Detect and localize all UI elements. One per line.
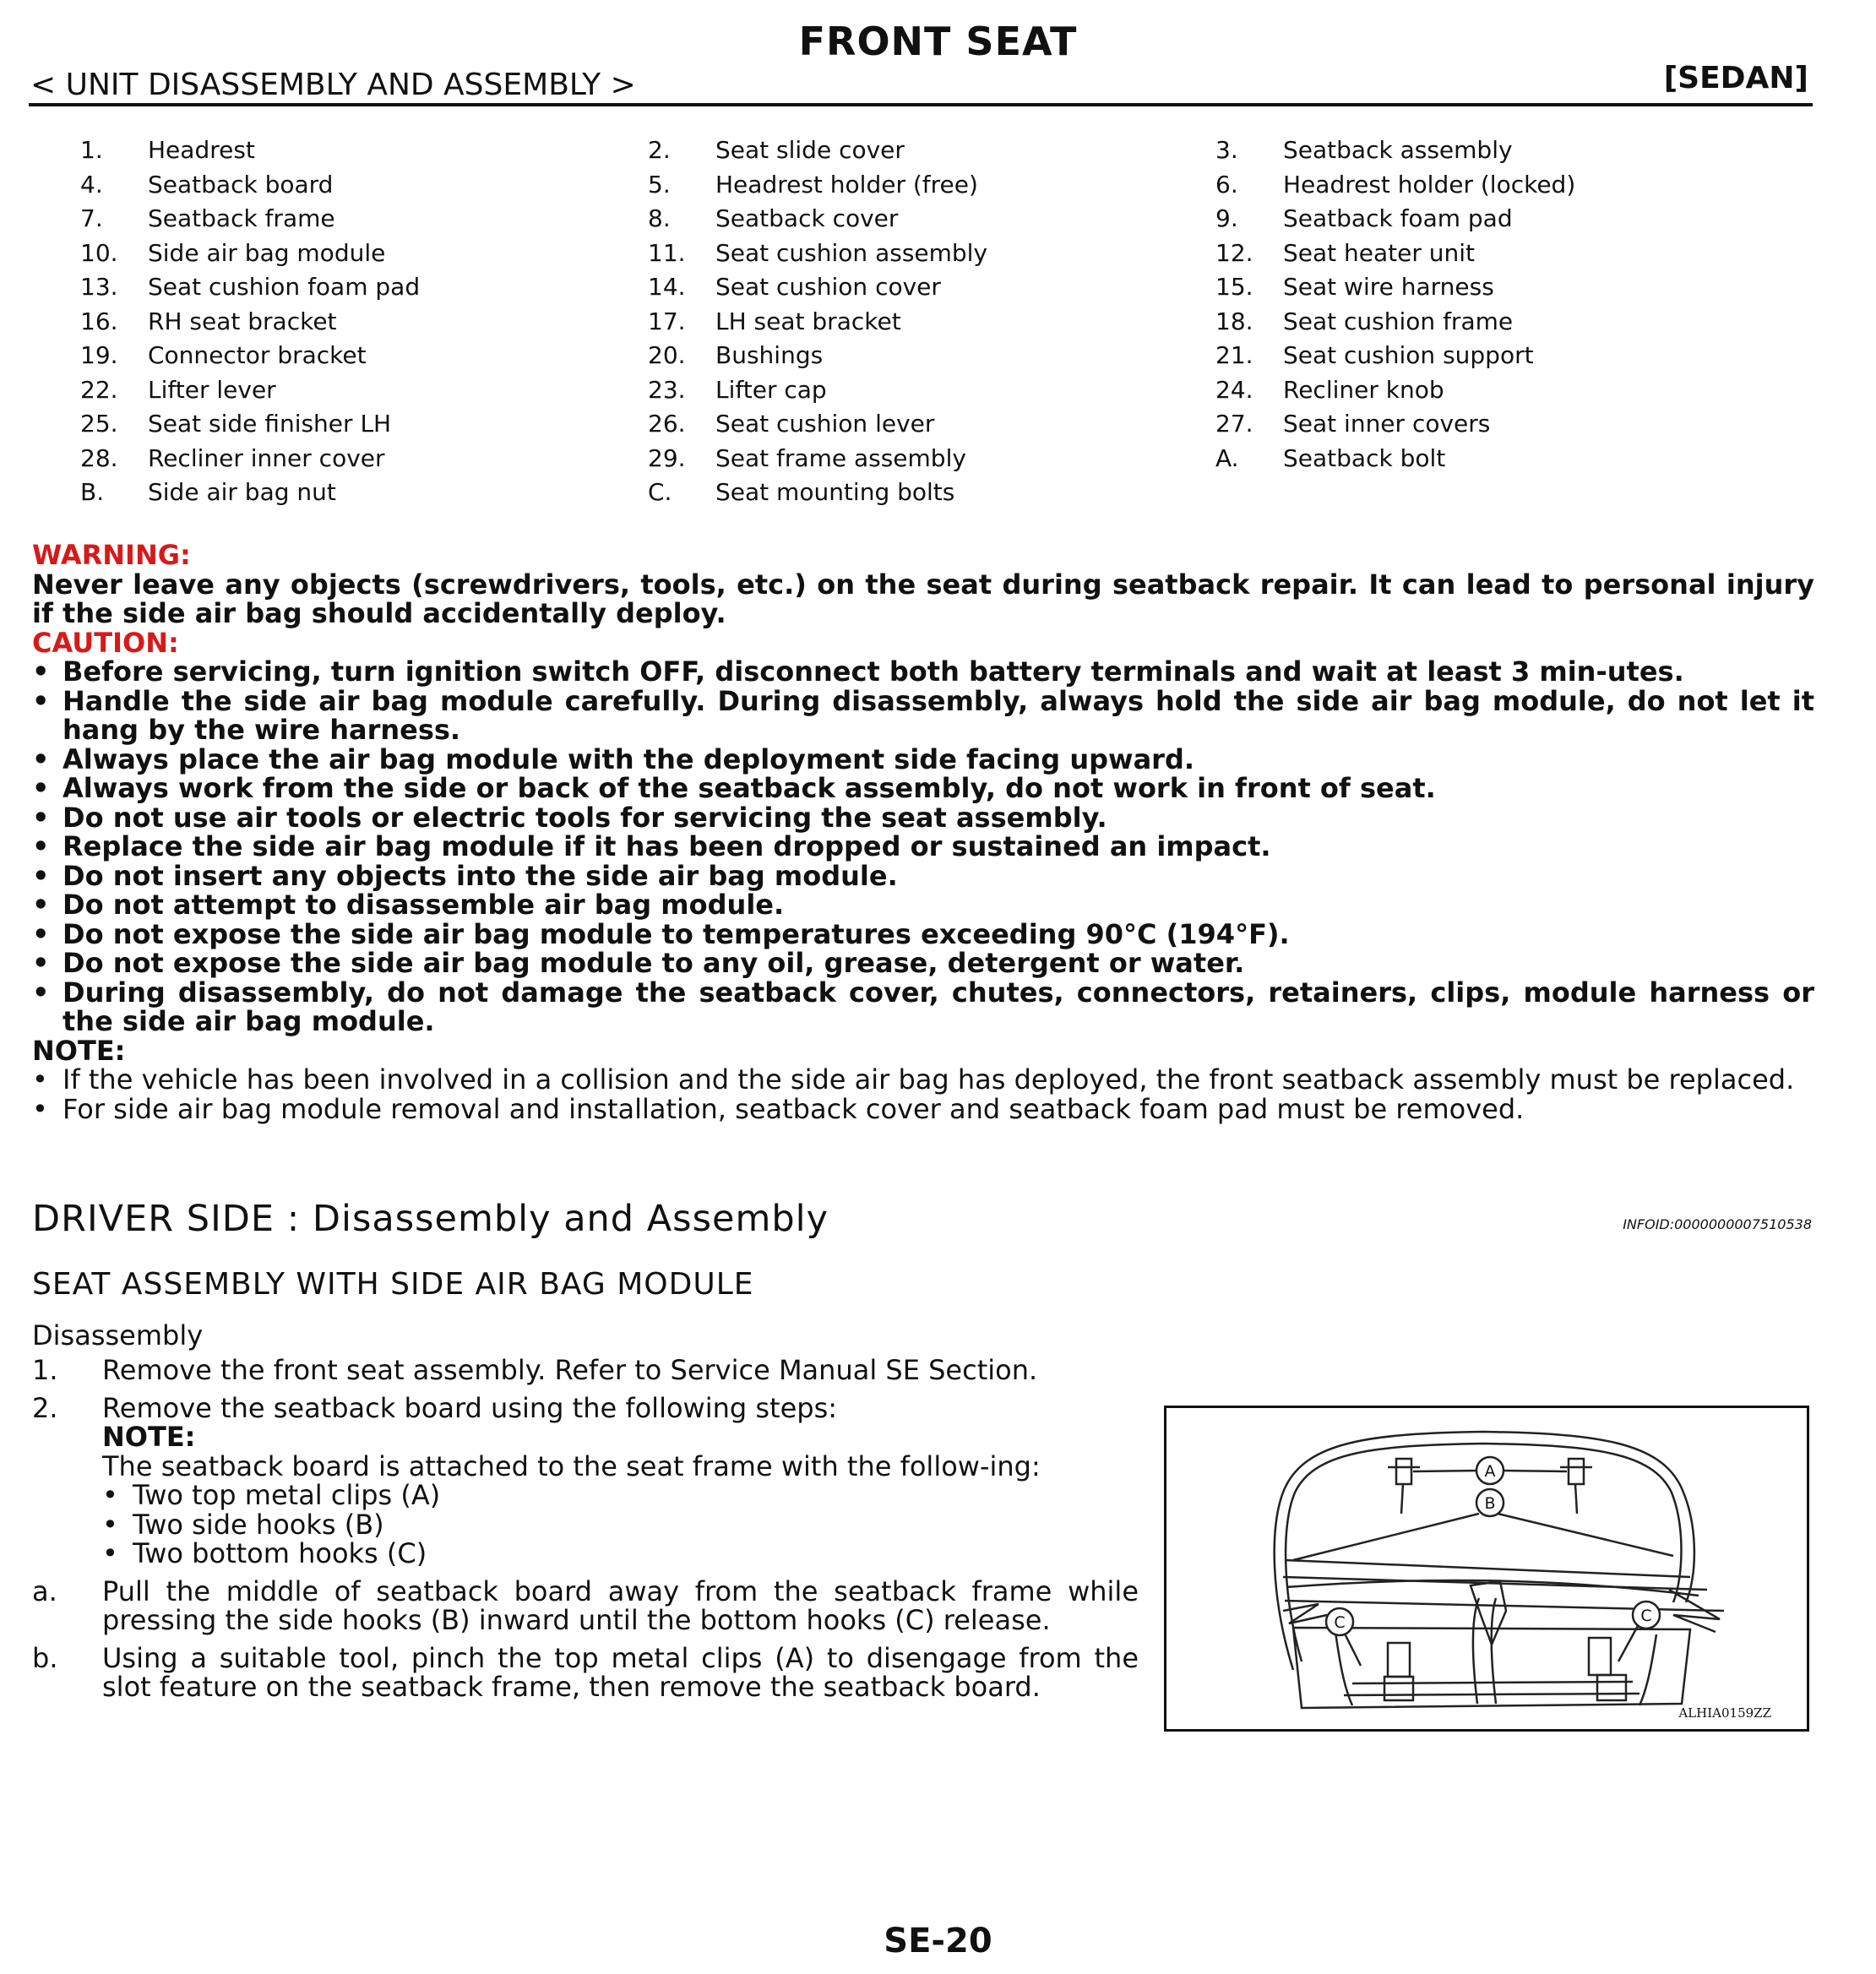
caution-item: • Always work from the side or back of the seatback assembly, do not work in front of seat. xyxy=(32,772,1436,804)
part-name: Bushings xyxy=(715,341,824,369)
part-name: Seat mounting bolts xyxy=(715,478,955,506)
section-subtitle: < UNIT DISASSEMBLY AND ASSEMBLY > xyxy=(30,68,636,102)
part-item xyxy=(648,407,1215,442)
figure-id: ALHIA0159ZZ xyxy=(1678,1705,1771,1721)
part-name: Side air bag nut xyxy=(148,478,336,506)
caution-item: • During disassembly, do not damage the seatback cover, chutes, connectors, retainers, clips, module harness or the side air bag module. xyxy=(32,976,1814,1037)
parts-row xyxy=(80,270,1854,305)
part-item xyxy=(1215,407,1783,442)
part-name: Recliner inner cover xyxy=(148,443,385,472)
bullet-icon: • xyxy=(32,1063,48,1096)
part-number: 24. xyxy=(1215,375,1253,404)
note-list xyxy=(32,1065,1814,1123)
seatback-figure xyxy=(1164,1406,1809,1732)
note-item: • For side air bag module removal and installation, seatback cover and seatback foam pad must be removed. xyxy=(32,1092,1525,1125)
part-item xyxy=(648,339,1215,373)
part-item xyxy=(648,476,1215,510)
part-item xyxy=(80,237,648,271)
step-text: Remove the seatback board using the following steps: xyxy=(102,1391,838,1424)
step-note-label: NOTE: xyxy=(102,1421,196,1453)
part-number: 18. xyxy=(1215,307,1253,335)
part-number: 8. xyxy=(648,204,671,232)
part-number: 13. xyxy=(80,273,118,301)
part-name xyxy=(1283,476,1783,510)
part-item xyxy=(648,133,1215,168)
part-number: 3. xyxy=(1215,136,1238,164)
part-number: 19. xyxy=(80,341,118,369)
step-number: 2. xyxy=(32,1391,58,1424)
part-number: 22. xyxy=(80,375,118,404)
part-item xyxy=(1215,270,1783,305)
bullet-icon: • xyxy=(102,1479,118,1511)
part-item xyxy=(80,407,648,442)
part-item xyxy=(1215,373,1783,408)
callout-c-right-label: C xyxy=(1640,1607,1652,1625)
part-name: Seat side finisher LH xyxy=(148,410,392,438)
bullet-icon: • xyxy=(32,859,50,892)
part-number: 12. xyxy=(1215,238,1253,267)
part-item xyxy=(1215,133,1783,168)
part-number: 29. xyxy=(648,443,686,472)
part-name: Headrest holder (free) xyxy=(715,170,978,198)
part-name: LH seat bracket xyxy=(715,307,901,335)
parts-row xyxy=(80,305,1854,340)
part-item xyxy=(648,168,1215,203)
step-item xyxy=(32,1641,1139,1703)
caution-item: • Do not insert any objects into the side air bag module. xyxy=(32,859,898,892)
part-number: 5. xyxy=(648,170,671,198)
bullet-icon: • xyxy=(32,1092,48,1125)
parts-row xyxy=(80,373,1854,408)
part-number: 21. xyxy=(1215,341,1253,369)
part-name: Seat cushion support xyxy=(1283,341,1534,369)
part-item xyxy=(1215,442,1783,476)
header-divider xyxy=(29,103,1813,106)
part-item xyxy=(648,373,1215,408)
step-item xyxy=(32,1356,1139,1385)
caution-label: CAUTION: xyxy=(32,626,179,659)
part-name: Seatback bolt xyxy=(1283,443,1446,472)
parts-row xyxy=(80,133,1854,168)
bullet-icon: • xyxy=(102,1508,118,1541)
warning-text: Never leave any objects (screwdrivers, tools, etc.) on the seat during seatback repair. It can lead to personal injury if the side air bag should accidentally deploy. xyxy=(32,568,1814,629)
part-number: 25. xyxy=(80,410,118,438)
caution-list xyxy=(32,657,1814,1036)
subsection-title: SEAT ASSEMBLY WITH SIDE AIR BAG MODULE xyxy=(32,1267,754,1302)
part-item xyxy=(80,133,648,168)
part-item xyxy=(1215,339,1783,373)
part-number: 17. xyxy=(648,307,686,335)
part-name: Seat slide cover xyxy=(715,136,905,164)
part-number: A. xyxy=(1215,443,1239,472)
part-item xyxy=(80,168,648,203)
part-number: 26. xyxy=(648,410,686,438)
page-title: FRONT SEAT xyxy=(798,19,1078,64)
part-number xyxy=(1215,476,1283,510)
part-name: Seat cushion lever xyxy=(715,410,935,438)
part-number: 10. xyxy=(80,238,118,267)
info-id: INFOID:0000000007510538 xyxy=(1623,1216,1812,1232)
step-text: Pull the middle of seatback board away from the seatback frame while pressing the side hooks (B) inward until the bottom hooks (C) release. xyxy=(102,1574,1139,1636)
part-name: Headrest xyxy=(148,136,255,164)
page-number: SE-20 xyxy=(884,1922,992,1960)
part-item xyxy=(648,270,1215,305)
part-name: Seatback assembly xyxy=(1283,136,1513,164)
bullet-icon: • xyxy=(32,917,50,950)
part-name: RH seat bracket xyxy=(148,307,337,335)
step-subitem: • Two bottom hooks (C) xyxy=(102,1537,427,1569)
bullet-icon: • xyxy=(32,801,50,834)
part-item xyxy=(80,339,648,373)
part-item xyxy=(80,373,648,408)
part-name: Seat heater unit xyxy=(1283,238,1476,267)
part-number: 27. xyxy=(1215,410,1253,438)
warning-label: WARNING: xyxy=(32,539,191,571)
part-name: Seat cushion cover xyxy=(715,273,941,301)
step-subitem: • Two top metal clips (A) xyxy=(102,1479,441,1511)
part-number: 1. xyxy=(80,136,103,164)
caution-item: • Always place the air bag module with the deployment side facing upward. xyxy=(32,742,1195,775)
parts-row xyxy=(80,202,1854,237)
part-item xyxy=(648,442,1215,476)
part-item xyxy=(1215,305,1783,340)
parts-row xyxy=(80,168,1854,203)
part-number: 23. xyxy=(648,375,686,404)
parts-row xyxy=(80,476,1854,510)
section-title: DRIVER SIDE : Disassembly and Assembly xyxy=(32,1198,829,1240)
caution-item: • Do not expose the side air bag module to temperatures exceeding 90°C (194°F). xyxy=(32,917,1290,950)
part-item xyxy=(648,237,1215,271)
part-name: Seat wire harness xyxy=(1283,273,1494,301)
caution-item: • Do not attempt to disassemble air bag module. xyxy=(32,889,785,921)
part-item xyxy=(80,270,648,305)
bullet-icon: • xyxy=(32,655,50,688)
step-note-text: The seatback board is attached to the seat frame with the follow-ing: xyxy=(102,1449,1041,1482)
part-item xyxy=(80,202,648,237)
callout-c-left-label: C xyxy=(1334,1613,1346,1632)
part-item xyxy=(1215,476,1783,510)
part-number: 14. xyxy=(648,273,686,301)
step-item xyxy=(32,1574,1139,1636)
bullet-icon: • xyxy=(102,1537,118,1569)
part-name: Recliner knob xyxy=(1283,375,1444,404)
caution-item: • Do not use air tools or electric tools for servicing the seat assembly. xyxy=(32,801,1107,834)
part-number: 2. xyxy=(648,136,671,164)
bullet-icon: • xyxy=(32,772,50,804)
bullet-icon: • xyxy=(32,947,50,979)
part-name: Connector bracket xyxy=(148,341,367,369)
part-number: 7. xyxy=(80,204,103,232)
part-number: 15. xyxy=(1215,273,1253,301)
part-number: 16. xyxy=(80,307,118,335)
bullet-icon: • xyxy=(32,684,50,717)
caution-item: • Handle the side air bag module carefully. During disassembly, always hold the side air bag module, do not let it hang by the wire harness. xyxy=(32,684,1814,746)
part-item xyxy=(648,202,1215,237)
part-number: 6. xyxy=(1215,170,1238,198)
part-number: 20. xyxy=(648,341,686,369)
part-item xyxy=(80,305,648,340)
part-name: Seatback foam pad xyxy=(1283,204,1513,232)
disassembly-label: Disassembly xyxy=(32,1319,204,1351)
parts-row xyxy=(80,339,1854,373)
part-item xyxy=(1215,237,1783,271)
seatback-illustration xyxy=(1166,1408,1807,1729)
note-item: • If the vehicle has been involved in a collision and the side air bag has deployed, the front seatback assembly must be replaced. xyxy=(32,1063,1795,1096)
parts-row xyxy=(80,407,1854,442)
part-item xyxy=(648,305,1215,340)
step-text: Using a suitable tool, pinch the top metal clips (A) to disengage from the slot feature on the seatback frame, then remove the seatback board. xyxy=(102,1641,1139,1703)
part-item xyxy=(80,476,648,510)
part-name: Seat cushion assembly xyxy=(715,238,988,267)
step-number: 1. xyxy=(32,1354,58,1386)
part-number: 28. xyxy=(80,443,118,472)
part-name: Seatback board xyxy=(148,170,334,198)
parts-row xyxy=(80,237,1854,271)
step-subitem: • Two side hooks (B) xyxy=(102,1508,384,1541)
step-number: a. xyxy=(32,1574,57,1607)
part-number: 9. xyxy=(1215,204,1238,232)
bullet-icon: • xyxy=(32,889,50,921)
model-label: [SEDAN] xyxy=(1663,61,1808,95)
part-name: Lifter lever xyxy=(148,375,276,404)
safety-notices xyxy=(32,541,1814,1123)
caution-item: • Before servicing, turn ignition switch OFF, disconnect both battery terminals and wait at least 3 min-utes. xyxy=(32,655,1684,688)
part-name: Seat frame assembly xyxy=(715,443,966,472)
part-number: 4. xyxy=(80,170,103,198)
caution-item: • Replace the side air bag module if it has been dropped or sustained an impact. xyxy=(32,830,1271,862)
step-number: b. xyxy=(32,1641,58,1674)
part-number: C. xyxy=(648,478,672,506)
part-item xyxy=(1215,168,1783,203)
part-name: Seatback cover xyxy=(715,204,899,232)
part-item xyxy=(1215,202,1783,237)
bullet-icon: • xyxy=(32,830,50,862)
note-label: NOTE: xyxy=(32,1034,126,1067)
callout-a-label: A xyxy=(1484,1462,1496,1481)
parts-row xyxy=(80,442,1854,476)
callout-b-label: B xyxy=(1484,1494,1496,1513)
parts-list xyxy=(80,133,1854,510)
part-name: Headrest holder (locked) xyxy=(1283,170,1576,198)
part-name: Side air bag module xyxy=(148,238,386,267)
part-number: 11. xyxy=(648,238,686,267)
part-name: Seat cushion frame xyxy=(1283,307,1514,335)
caution-item: • Do not expose the side air bag module to any oil, grease, detergent or water. xyxy=(32,947,1245,979)
part-name: Lifter cap xyxy=(715,375,827,404)
bullet-icon: • xyxy=(32,742,50,775)
procedure-steps xyxy=(32,1356,1139,1710)
part-name: Seat inner covers xyxy=(1283,410,1491,438)
part-number: B. xyxy=(80,478,105,506)
step-text: Remove the front seat assembly. Refer to Service Manual SE Section. xyxy=(102,1354,1038,1386)
part-name: Seatback frame xyxy=(148,204,335,232)
part-item xyxy=(80,442,648,476)
step-item xyxy=(32,1391,1139,1569)
part-name: Seat cushion foam pad xyxy=(148,273,421,301)
bullet-icon: • xyxy=(32,976,50,1009)
